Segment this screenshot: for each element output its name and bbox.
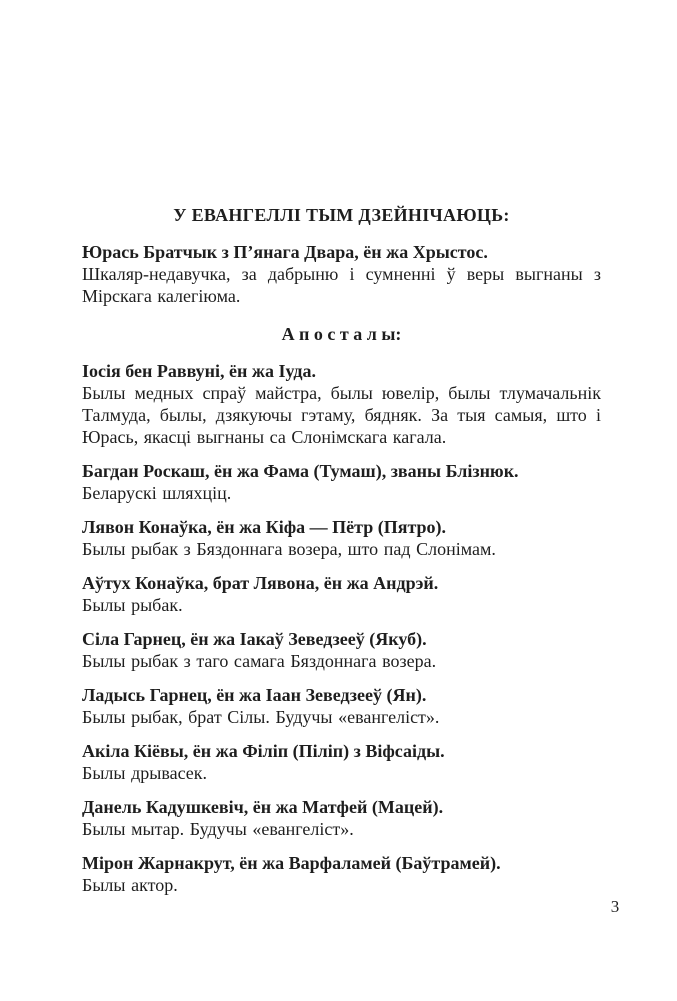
character-name: Багдан Роскаш, ён жа Фама (Тумаш), званы Блізнюк. <box>82 461 519 481</box>
page-number: 3 <box>610 897 620 916</box>
character-entry <box>82 241 601 307</box>
character-description: Былы рыбак з таго самага Бяздоннага возера. <box>82 651 437 671</box>
apostles-section-heading: А п о с т а л ы: <box>281 324 402 344</box>
character-description: Былы рыбак. <box>82 595 183 615</box>
character-description: Беларускі шляхціц. <box>82 483 232 503</box>
character-entry <box>82 460 601 504</box>
character-name: Сіла Гарнец, ён жа Іакаў Зеведзееў (Якуб). <box>82 629 427 649</box>
character-name: Аўтух Конаўка, брат Лявона, ён жа Андрэй. <box>82 573 439 593</box>
book-page-content <box>82 204 601 896</box>
character-description: Былы мытар. Будучы «евангеліст». <box>82 819 354 839</box>
character-entry <box>82 572 601 616</box>
character-description: Былы дрывасек. <box>82 763 208 783</box>
character-name: Юрась Братчык з П’янага Двара, ён жа Хрыстос. <box>82 242 488 262</box>
character-description: Былы рыбак, брат Сілы. Будучы «евангеліст». <box>82 707 440 727</box>
character-entry <box>82 516 601 560</box>
character-name: Іосія бен Раввуні, ён жа Іуда. <box>82 361 316 381</box>
character-name: Акіла Кіёвы, ён жа Філіп (Піліп) з Віфсаіды. <box>82 741 445 761</box>
character-entry <box>82 628 601 672</box>
character-entry <box>82 740 601 784</box>
character-description: Шкаляр-недавучка, за дабрыню і сумненні ў веры выгнаны з Мірскага калегіюма. <box>82 264 601 306</box>
character-entry <box>82 684 601 728</box>
apostles-section <box>82 360 601 896</box>
page-title: У ЕВАНГЕЛЛІ ТЫМ ДЗЕЙНІЧАЮЦЬ: <box>173 205 510 225</box>
character-name: Мірон Жарнакрут, ён жа Варфаламей (Баўтрамей). <box>82 853 501 873</box>
character-entry <box>82 852 601 896</box>
character-entry <box>82 796 601 840</box>
character-description: Былы рыбак з Бяздоннага возера, што пад Слонімам. <box>82 539 496 559</box>
character-name: Данель Кадушкевіч, ён жа Матфей (Мацей). <box>82 797 444 817</box>
character-description: Былы актор. <box>82 875 178 895</box>
character-entry <box>82 360 601 448</box>
characters-section <box>82 241 601 307</box>
character-name: Ладысь Гарнец, ён жа Іаан Зеведзееў (Ян). <box>82 685 427 705</box>
character-description: Былы медных спраў майстра, былы ювелір, былы тлумачальнік Талмуда, былы, дзякуючы гэтаму, бядняк. За тыя самыя, што і Юрась, якасці выгнаны са Слонімскага кагала. <box>82 383 601 447</box>
character-name: Лявон Конаўка, ён жа Кіфа — Пётр (Пятро). <box>82 517 447 537</box>
